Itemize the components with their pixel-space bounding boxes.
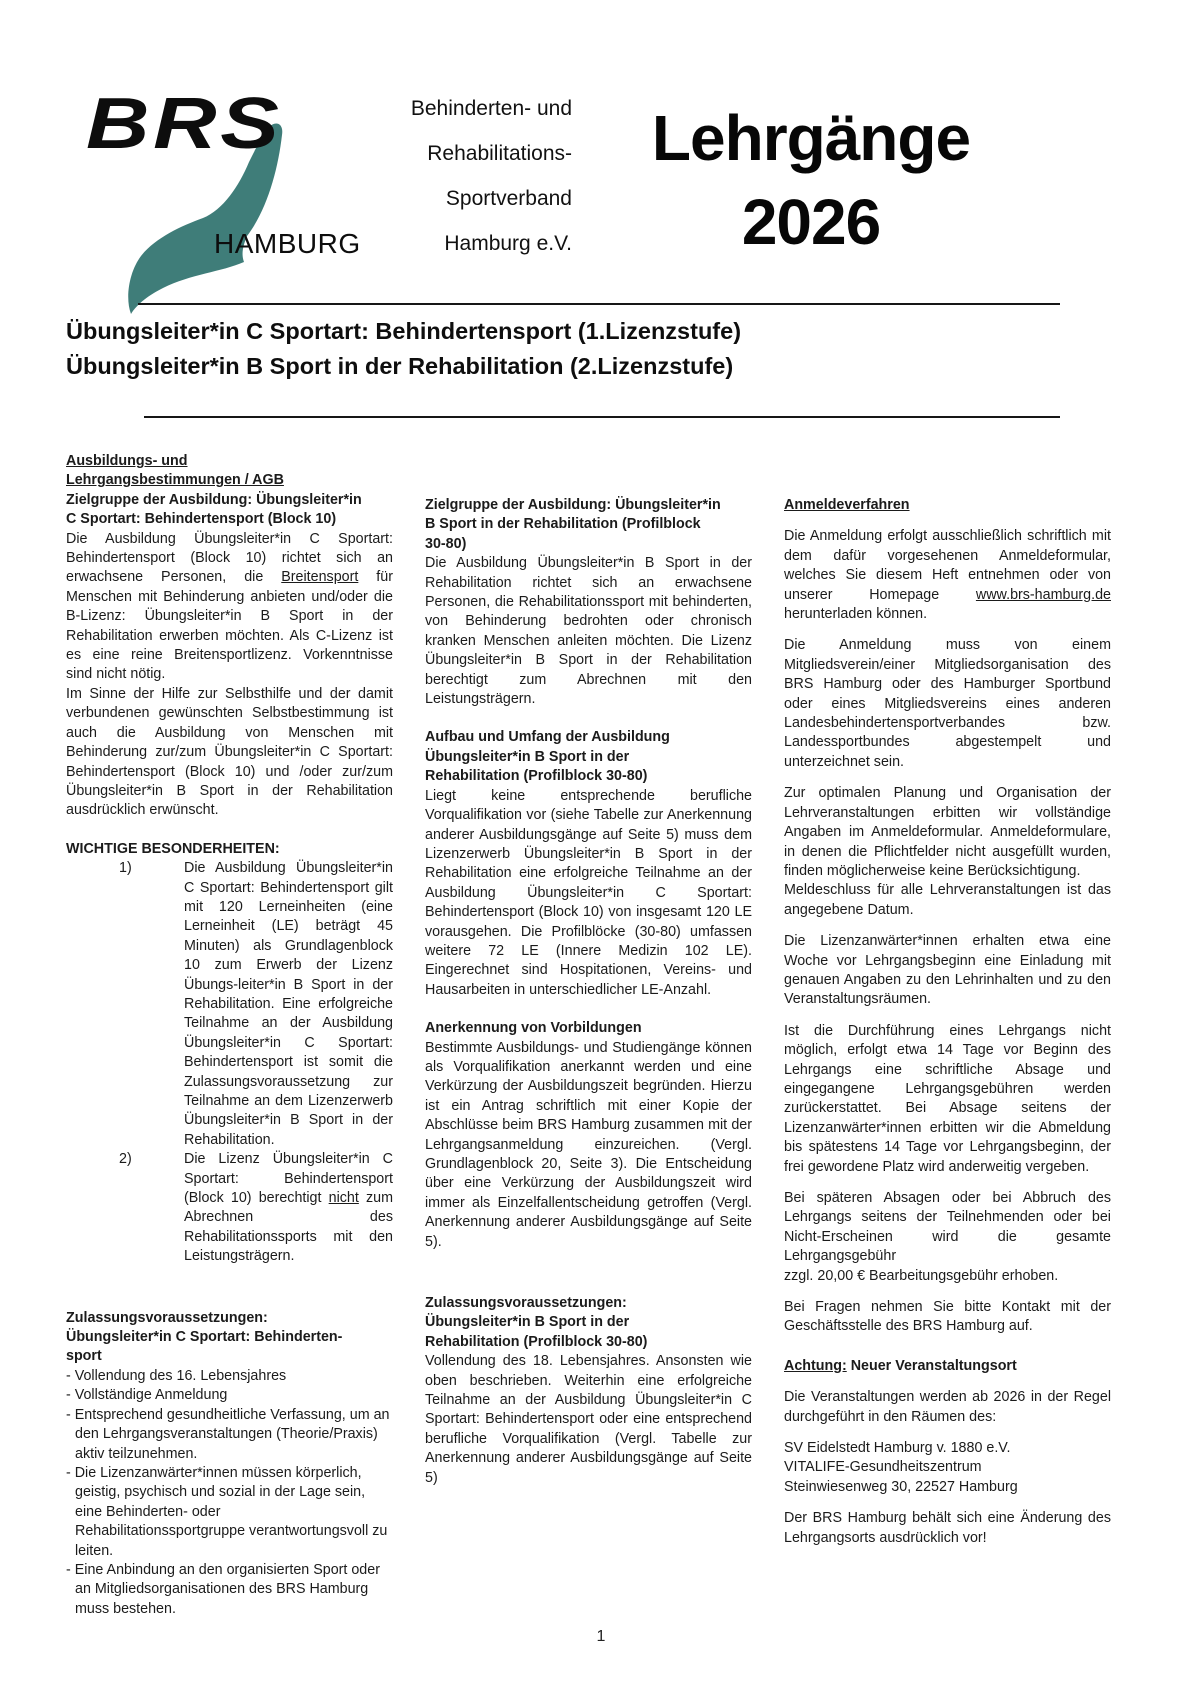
org-line: Behinderten- und <box>410 97 572 120</box>
page-title-line2: Übungsleiter*in B Sport in der Rehabilitation (2.Lizenzstufe) <box>66 353 734 379</box>
list-number: 1) <box>119 860 132 877</box>
title-divider <box>144 416 1060 418</box>
text-run: Zur optimalen Planung und Organisation der Lehrveranstaltungen erbitten wir vollständige Angaben im Anmeldeformular. Anmeldeformulare, in denen die Pflichtfelder nicht ausgefüllt wurden, finden möglicherweise keine Berücksichtigung. <box>784 785 1111 879</box>
text-run: Die Ausbildung Übungsleiter*in C Sportart: Behindertensport gilt mit 120 Lerneinheiten (eine Lerneinheit (LE) beträgt 45 Minuten) als Grundlagenblock 10 zum Erwerb der Lizenz Übungs-leiter*in B Sport in der Rehabilitation. Eine erfolgreiche Teilnahme an der Ausbildung Übungsleiter*in C Sportart: Behindertensport ist somit die Zulassungsvoraussetzung zur Teilnahme an dem Lizenzerwerb Übungsleiter*in B Sport in der Rehabilitation. <box>184 860 393 1148</box>
section-heading <box>66 1309 393 1367</box>
section-heading <box>425 1294 752 1352</box>
brochure-title <box>596 102 1026 258</box>
text-run: Bei späteren Absagen oder bei Abbruch des Lehrgangs seitens der Teilnehmenden oder bei Nicht-Erscheinen wird die gesamte Lehrgangsgebühr <box>784 1190 1111 1265</box>
paragraph <box>425 554 752 709</box>
text-run: Anerkennung von Vorbildungen <box>425 1020 642 1037</box>
paragraph <box>784 1509 1111 1548</box>
text-run: Die Ausbildung Übungsleiter*in C Sportart: Behindertensport (Block 10) richtet sich an erwachsene Personen, die <box>66 530 393 586</box>
text-run: Die Lizenz Übungsleiter*in C Sportart: Behindertensport (Block 10) berechtigt <box>184 1151 393 1207</box>
numbered-list <box>66 859 393 1267</box>
text-run: Der BRS Hamburg behält sich eine Änderung des Lehrgangsorts ausdrücklich vor! <box>784 1510 1111 1546</box>
three-column-body <box>66 452 1112 1619</box>
dash-item <box>66 1386 393 1405</box>
text-run: Zulassungsvoraussetzungen: <box>66 1309 268 1326</box>
paragraph <box>784 932 1111 1010</box>
paragraph <box>425 787 752 1000</box>
org-name-block <box>376 98 572 278</box>
text-run: Bestimmte Ausbildungs- und Studiengänge können als Vorqualifikation anerkannt werden und eine Verkürzung der Ausbildungszeit begründen. Hierzu ist ein Antrag schriftlich mit einer Kopie der Abschlüsse beim BRS Hamburg zusammen mit der Lehrgangsanmeldung einzureichen. (Vergl. Grundlagenblock 20, Seite 3). Die Entscheidung über eine Verkürzung der Ausbildungszeit wird immer als Einzelfallentscheidung getroffen (Vergl. Anerkennung anderer Ausbildungsgänge auf Seite 5). <box>425 1039 752 1250</box>
dash-item <box>66 1406 393 1464</box>
paragraph <box>784 1388 1111 1427</box>
text-run: Zielgruppe der Ausbildung: Übungsleiter*in <box>425 497 721 513</box>
text-run: Bei Fragen nehmen Sie bitte Kontakt mit der Geschäftsstelle des BRS Hamburg auf. <box>784 1299 1111 1335</box>
paragraph <box>784 1022 1111 1177</box>
text-run: - Vollendung des 16. Lebensjahres <box>66 1367 287 1384</box>
text-run: Liegt keine entsprechende berufliche Vorqualifikation vor (siehe Tabelle zur Anerkennung anderer Ausbildungsgänge auf Seite 5) muss dem Lizenzerwerb Übungsleiter*in B Sport in der Rehabilitation eine erfolgreiche Teilnahme an der Ausbildung Übungsleiter*in C Sportart: Behindertensport (Block 10) von insgesamt 120 LE vorausgehen. Die Profilblöcke (30-80) umfassen weitere 72 LE (Innere Medizin 102 LE). Eingerechnet sind Hospitationen, Vereins- und Hausarbeiten in unterschiedlicher LE-Anzahl. <box>425 787 752 998</box>
section-heading <box>425 1019 752 1038</box>
text-run: Ausbildungs- und <box>66 453 188 469</box>
text-run: sport <box>66 1348 102 1365</box>
text-run: - Die Lizenzanwärter*innen müssen körperlich, geistig, psychisch und sozial in der Lage sein, eine Behinderten- oder Rehabilitationssportgruppe verantwortungsvoll zu leiten. <box>66 1464 388 1559</box>
text-run: 30-80) <box>425 535 467 552</box>
text-run: Anmeldeverfahren <box>784 497 910 513</box>
list-number: 2) <box>119 1151 132 1168</box>
homepage-link[interactable]: www.brs-hamburg.de <box>975 586 1111 603</box>
text-run: Steinwiesenweg 30, 22527 Hamburg <box>784 1478 1018 1495</box>
dash-item <box>66 1561 393 1619</box>
page-title <box>66 314 741 384</box>
section-heading <box>425 496 752 554</box>
org-line: Hamburg e.V. <box>444 232 572 255</box>
brochure-title-word: Lehrgänge <box>651 102 971 174</box>
text-run: WICHTIGE BESONDERHEITEN: <box>66 840 280 857</box>
column-2 <box>425 452 752 1619</box>
org-line: Sportverband <box>445 187 572 210</box>
text-run: Achtung: <box>784 1357 847 1374</box>
text-run: Die Veranstaltungen werden ab 2026 in der Regel durchgeführt in den Räumen des: <box>784 1389 1111 1425</box>
org-line: Rehabilitations- <box>427 142 572 165</box>
text-run: Vollendung des 18. Lebensjahres. Ansonsten wie oben beschrieben. Weiterhin eine erfolgreiche Teilnahme an der Ausbildung Übungsleiter*in C Sportart: Behindertensport oder eine entsprechend berufliche Vorqualifikation (Vergl. Tabelle zur Anerkennung anderer Ausbildungsgänge auf Seite 5) <box>425 1353 752 1486</box>
text-run: Meldeschluss für alle Lehrveranstaltungen ist das angegebene Datum. <box>784 882 1111 918</box>
text-run: C Sportart: Behindertensport (Block 10) <box>66 511 337 528</box>
text-run: Rehabilitation (Profilblock 30-80) <box>425 768 648 785</box>
brs-logo <box>86 84 376 328</box>
text-run: Ist die Durchführung eines Lehrgangs nicht möglich, erfolgt etwa 14 Tage vor Beginn des Lehrgangs eine schriftliche Absage und eingegangene Lehrgangsgebühren werden zurückerstattet. Bei Absage seitens der Lizenzanwärter*innen erbitten wir die Abmeldung bis spätestens 14 Tage vor Lehrgangsbeginn, der frei gewordene Platz wird anderweitig vergeben. <box>784 1022 1111 1175</box>
text-run: herunterladen können. <box>784 606 928 623</box>
paragraph <box>784 1439 1111 1497</box>
text-run: - Vollständige Anmeldung <box>66 1387 228 1404</box>
text-run: nicht <box>328 1190 359 1207</box>
dash-item <box>66 1464 393 1561</box>
text-run: - Entsprechend gesundheitliche Verfassung, um an den Lehrgangsveranstaltungen (Theorie/Praxis) aktiv teilzunehmen. <box>66 1406 390 1462</box>
text-run: Rehabilitation (Profilblock 30-80) <box>425 1333 648 1350</box>
numbered-item <box>66 859 393 1150</box>
page-number: 1 <box>596 1628 606 1645</box>
section-heading <box>784 1357 1111 1376</box>
dash-item <box>66 1367 393 1386</box>
text-run: Neuer Veranstaltungsort <box>846 1357 1017 1374</box>
column-1 <box>66 452 393 1619</box>
text-run: Die Anmeldung muss von einem Mitgliedsverein/einer Mitgliedsorganisation des BRS Hamburg oder des Hamburger Sportbund oder eines Mitgliedsvereins eines anderen Landesbehindertensportverbandes bzw. Landessportbundes abgestempelt und unterzeichnet sein. <box>784 637 1111 770</box>
text-run: Übungsleiter*in B Sport in der <box>425 1314 630 1331</box>
section-heading <box>784 496 1111 515</box>
section-heading <box>66 452 393 491</box>
text-run: Übungsleiter*in B Sport in der <box>425 748 630 765</box>
text-run: Zulassungsvoraussetzungen: <box>425 1295 627 1312</box>
list-item-text <box>184 859 393 1150</box>
paragraph <box>66 530 393 821</box>
paragraph <box>784 636 1111 772</box>
paragraph <box>425 1352 752 1488</box>
text-run: Zielgruppe der Ausbildung: Übungsleiter*in <box>66 491 362 508</box>
text-run: Übungsleiter*in C Sportart: Behinderten- <box>66 1329 343 1346</box>
text-run: Aufbau und Umfang der Ausbildung <box>425 729 670 746</box>
list-item-text <box>184 1150 393 1266</box>
paragraph <box>784 784 1111 920</box>
text-run: Im Sinne der Hilfe zur Selbsthilfe und der damit verbundenen gewünschten Selbstbestimmung ist auch die Ausbildung von Menschen mit Behinderung zur/zum Übungsleiter*in C Sportart: Behindertensport (Block 10) und /oder zur/zum Übungsleiter*in B Sport in der Rehabilitation ausdrücklich erwünscht. <box>66 685 393 819</box>
text-run: VITALIFE-Gesundheitszentrum <box>784 1459 982 1476</box>
numbered-item <box>66 1150 393 1266</box>
dash-list <box>66 1367 393 1619</box>
page-title-line1: Übungsleiter*in C Sportart: Behindertensport (1.Lizenzstufe) <box>66 318 742 344</box>
section-heading <box>425 728 752 786</box>
text-run: Lehrgangsbestimmungen / AGB <box>66 472 284 489</box>
paragraph <box>784 527 1111 624</box>
text-run: - Eine Anbindung an den organisierten Sport oder an Mitgliedsorganisationen des BRS Hamburg muss bestehen. <box>66 1561 380 1617</box>
paragraph <box>784 1189 1111 1286</box>
text-run: B Sport in der Rehabilitation (Profilblock <box>425 516 701 533</box>
text-run: zum Abrechnen des Rehabilitationssports mit den Leistungsträgern. <box>184 1190 394 1265</box>
column-3 <box>784 452 1111 1619</box>
header-divider <box>138 303 1060 305</box>
section-heading <box>66 840 393 859</box>
text-run: Breitensport <box>281 569 359 586</box>
paragraph <box>425 1039 752 1252</box>
text-run: Die Lizenzanwärter*innen erhalten etwa eine Woche vor Lehrgangsbeginn eine Einladung mit genauen Angaben zu den Lehrinhalten und zu den Veranstaltungsräumen. <box>784 933 1111 1008</box>
logo-city-text: HAMBURG <box>214 228 361 259</box>
text-run: für Menschen mit Behinderung anbieten und/oder die B-Lizenz: Übungsleiter*in B Sport in der Rehabilitation erwerben möchten. Als C-Lizenz ist es eine reine Breitensportlizenz. Vorkenntnisse sind nicht nötig. <box>66 569 393 683</box>
paragraph <box>784 1298 1111 1337</box>
brochure-title-year: 2026 <box>741 186 881 258</box>
text-run: Die Ausbildung Übungsleiter*in B Sport in der Rehabilitation richtet sich an erwachsene Personen, die Rehabilitationssport mit behinderten, von Behinderung bedrohten oder chronisch kranken Menschen anleiten möchten. Die Lizenz Übungsleiter*in B Sport in der Rehabilitation berechtigt zum Abrechnen mit den Leistungsträgern. <box>425 555 752 708</box>
text-run: Die Anmeldung erfolgt ausschließlich schriftlich mit dem dafür vorgesehenen Anmeldeformular, welches Sie diesem Heft entnehmen oder von unserer Homepage <box>784 528 1111 603</box>
section-heading <box>66 491 393 530</box>
text-run: zzgl. 20,00 € Bearbeitungsgebühr erhoben. <box>784 1267 1059 1284</box>
text-run: SV Eidelstedt Hamburg v. 1880 e.V. <box>784 1440 1011 1457</box>
logo-brs-text: BRS <box>86 84 283 164</box>
